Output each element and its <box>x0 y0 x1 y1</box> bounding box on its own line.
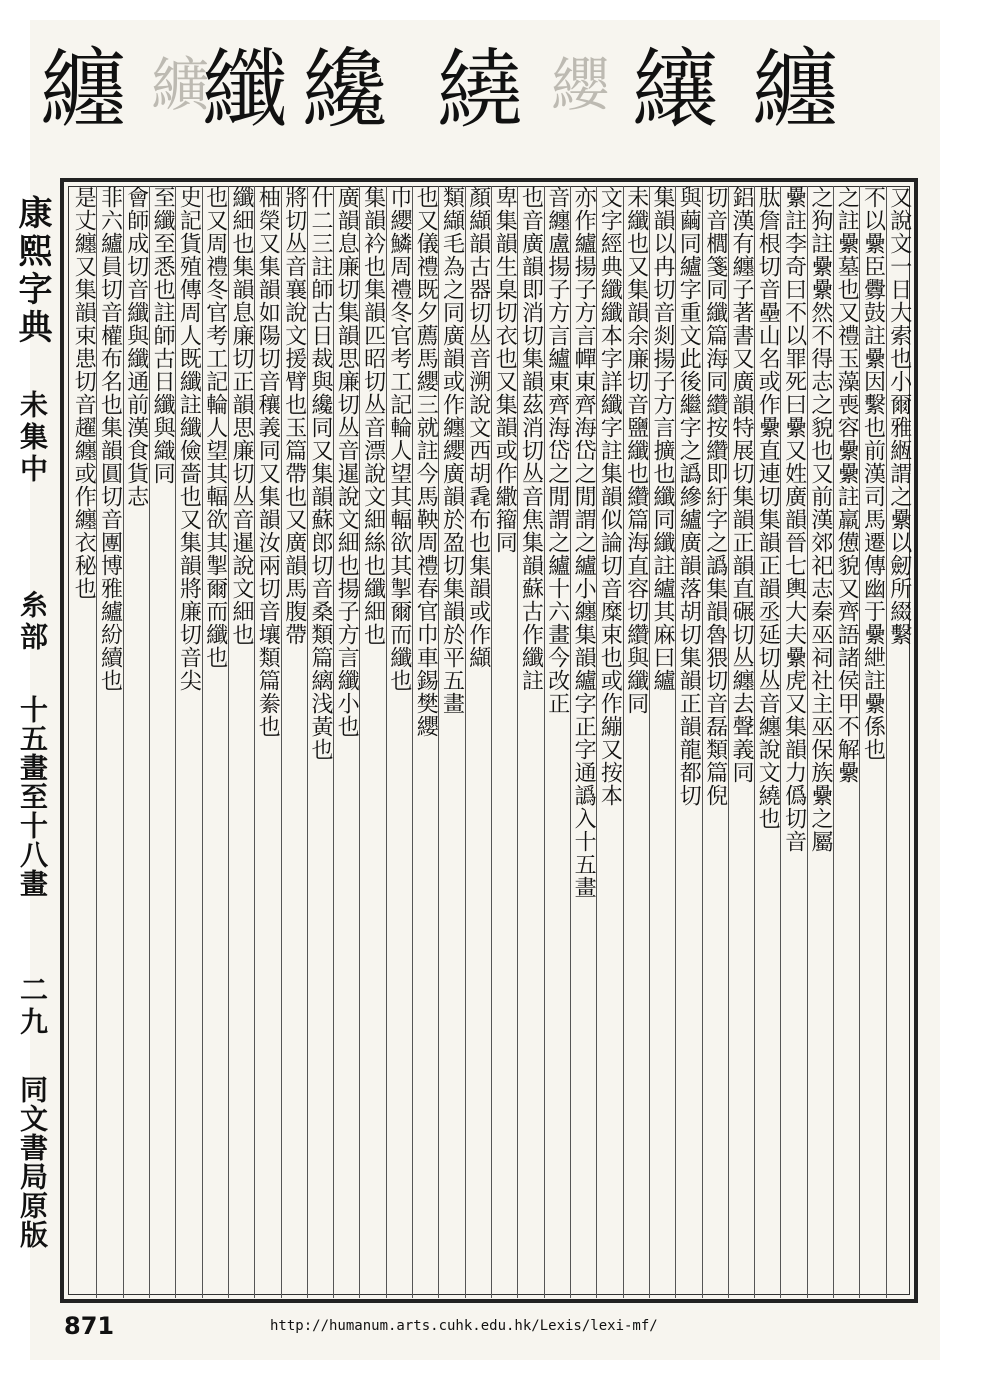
publisher-label: 同文書局原版 <box>16 1075 49 1249</box>
column-rule <box>491 186 492 1298</box>
column-rule <box>570 186 571 1298</box>
text-column: 類纈毛為之同廣韻或作纏纓廣韻於盈切集韻於平五畫 <box>439 186 465 715</box>
column-rule <box>886 186 887 1298</box>
column-rule <box>623 186 624 1298</box>
text-column: 纍註李奇曰不以罪死曰纍又姓廣韻晉七輿大夫纍虎又集韻力僞切音 <box>781 186 807 853</box>
column-rule <box>754 186 755 1298</box>
text-column: 集韻以冉切音剡揚子方言擴也纖同纖註纑其麻曰纑 <box>650 186 675 692</box>
text-column: 卑集韻生臬切衣也又集韻或作繖籀同 <box>492 186 518 554</box>
column-rule <box>175 186 176 1298</box>
text-column: 音纏盧揚子方言纑東齊海岱之閒謂之纑十六畫今改正 <box>544 186 570 715</box>
leaf-number: 二九 <box>16 975 49 1039</box>
seal-char-7: 纕 <box>632 40 718 140</box>
text-column: 也又周禮冬官考工記輪人望其輻欲其掣爾而纖也 <box>202 186 228 669</box>
text-column: 廣韻息廉切集韻思廉切丛音暹說文細也揚子方言纖小也 <box>334 186 360 738</box>
column-rule <box>807 186 808 1298</box>
text-column: 也音廣韻即消切集韻茲消切丛音焦集韻蘇古作纖註 <box>518 186 544 692</box>
text-column: 至纖至悉也註師古日纖與織同 <box>150 186 176 485</box>
seal-char-8: 纏 <box>752 40 838 140</box>
column-rule <box>859 186 860 1298</box>
text-column: 集韻衿也集韻匹昭切丛音漂說文細絲也纖細也 <box>360 186 386 646</box>
text-column: 與繭同纑字重文此後繼字之譌縿纑廣韻落胡切集韻正韻龍都切 <box>676 186 702 807</box>
text-column: 鋁漢有纏子著書又廣韻特展切集韻正韻直碾切丛纏去聲義同 <box>729 186 754 784</box>
text-column: 之註纍墓也又禮玉藻喪容纍纍註羸憊貌又齊語諸侯甲不解纍 <box>834 186 860 784</box>
column-rule <box>359 186 360 1298</box>
text-column: 文字經典纖纖本字詳纖字註集韻似論切音糜束也或作繃又按本 <box>597 186 623 807</box>
seal-char-1: 纏 <box>40 40 126 140</box>
column-rule <box>675 186 676 1298</box>
text-column: 未纖也又集韻余廉切音鹽纖也纘篇海直容切纘與纖同 <box>623 186 649 715</box>
column-rule <box>702 186 703 1298</box>
text-column: 亦作纑揚子方言幝東齊海岱之閒謂之纑小纏集韻纑字正字通譌入十五畫 <box>571 186 597 899</box>
column-rule <box>149 186 150 1298</box>
page-number: 871 <box>64 1312 115 1340</box>
column-rule <box>412 186 413 1298</box>
column-rule <box>254 186 255 1298</box>
column-rule <box>202 186 203 1298</box>
column-rule <box>465 186 466 1298</box>
source-url[interactable]: http://humanum.arts.cuhk.edu.hk/Lexis/lexi-mf/ <box>270 1318 658 1334</box>
text-column: 是丈纏又集韻束患切音趯纏或作纏衣秘也 <box>71 186 97 600</box>
seal-char-4: 纔 <box>302 40 388 140</box>
text-column: 不以纍臣釁鼓註纍因繫也前漢司馬遷傳幽于纍紲註纍係也 <box>860 186 886 761</box>
column-rule <box>386 186 387 1298</box>
seal-char-6: 纓 <box>550 51 609 119</box>
column-rule <box>123 186 124 1298</box>
text-column: 纖細也集韻息廉切正韻思廉切丛音暹說文細也 <box>229 186 254 646</box>
column-rule <box>544 186 545 1298</box>
text-column: 史記貨殖傳周人既纖註纖儉嗇也又集韻將廉切音尖 <box>176 186 202 692</box>
column-rule <box>96 186 97 1298</box>
seal-script-banner <box>30 30 910 150</box>
dictionary-text-columns <box>70 186 912 1298</box>
column-rule <box>780 186 781 1298</box>
text-column: 非六纑員切音權布名也集韻圓切音團博雅纑紛續也 <box>97 186 123 692</box>
seal-char-2: 纊 <box>150 51 209 119</box>
book-title: 康熙字典 <box>12 195 52 347</box>
page-margin-header <box>8 195 56 1295</box>
text-column: 將切丛音襄說文援臂也玉篇帶也又廣韻馬腹帶 <box>281 186 307 646</box>
seal-char-5: 繞 <box>437 40 523 140</box>
column-rule <box>649 186 650 1298</box>
text-column: 又說文一日大索也小爾雅緪謂之纍以劒所綴繫 <box>886 186 912 646</box>
text-column: 顏纈韻古器切丛音溯說文西胡毳布也集韻或作纈 <box>465 186 491 669</box>
column-rule <box>833 186 834 1298</box>
column-rule <box>438 186 439 1298</box>
text-column: 柚榮又集韻如陽切音穰義同又集韻汝兩切音壤類篇絭也 <box>255 186 281 738</box>
radical-label: 糸部 <box>16 590 49 654</box>
text-column: 切音櫚箋同纖篇海同纘按纘即紆字之譌集韻魯猥切音磊類篇倪 <box>702 186 728 807</box>
text-column: 巾纓鱗周禮冬官考工記輪人望其輻欲其掣爾而纖也 <box>386 186 412 692</box>
text-column: 什二三註師古日裁與纔同又集韻蘇郎切音桑類篇縭浅黃也 <box>308 186 333 761</box>
volume-label: 未集中 <box>16 390 49 486</box>
column-rule <box>517 186 518 1298</box>
column-rule <box>281 186 282 1298</box>
column-rule <box>728 186 729 1298</box>
column-rule <box>333 186 334 1298</box>
text-column: 會師成切音纖與纖通前漢食貨志 <box>123 186 149 508</box>
seal-char-3: 纖 <box>202 40 288 140</box>
column-rule <box>596 186 597 1298</box>
text-column: 也又儀禮既夕薦馬纓三就註今馬鞅周禮春官巾車錫樊纓 <box>413 186 439 738</box>
column-rule <box>307 186 308 1298</box>
stroke-range-label: 十五畫至十八畫 <box>16 695 49 898</box>
column-rule <box>228 186 229 1298</box>
text-column: 之狗註纍纍然不得志之貌也又前漢郊祀志秦巫祠社主巫保族纍之屬 <box>807 186 833 853</box>
text-column: 肽詹根切音壘山名或作纍直連切集韻正韻丞延切丛音纏說文繞也 <box>755 186 781 830</box>
